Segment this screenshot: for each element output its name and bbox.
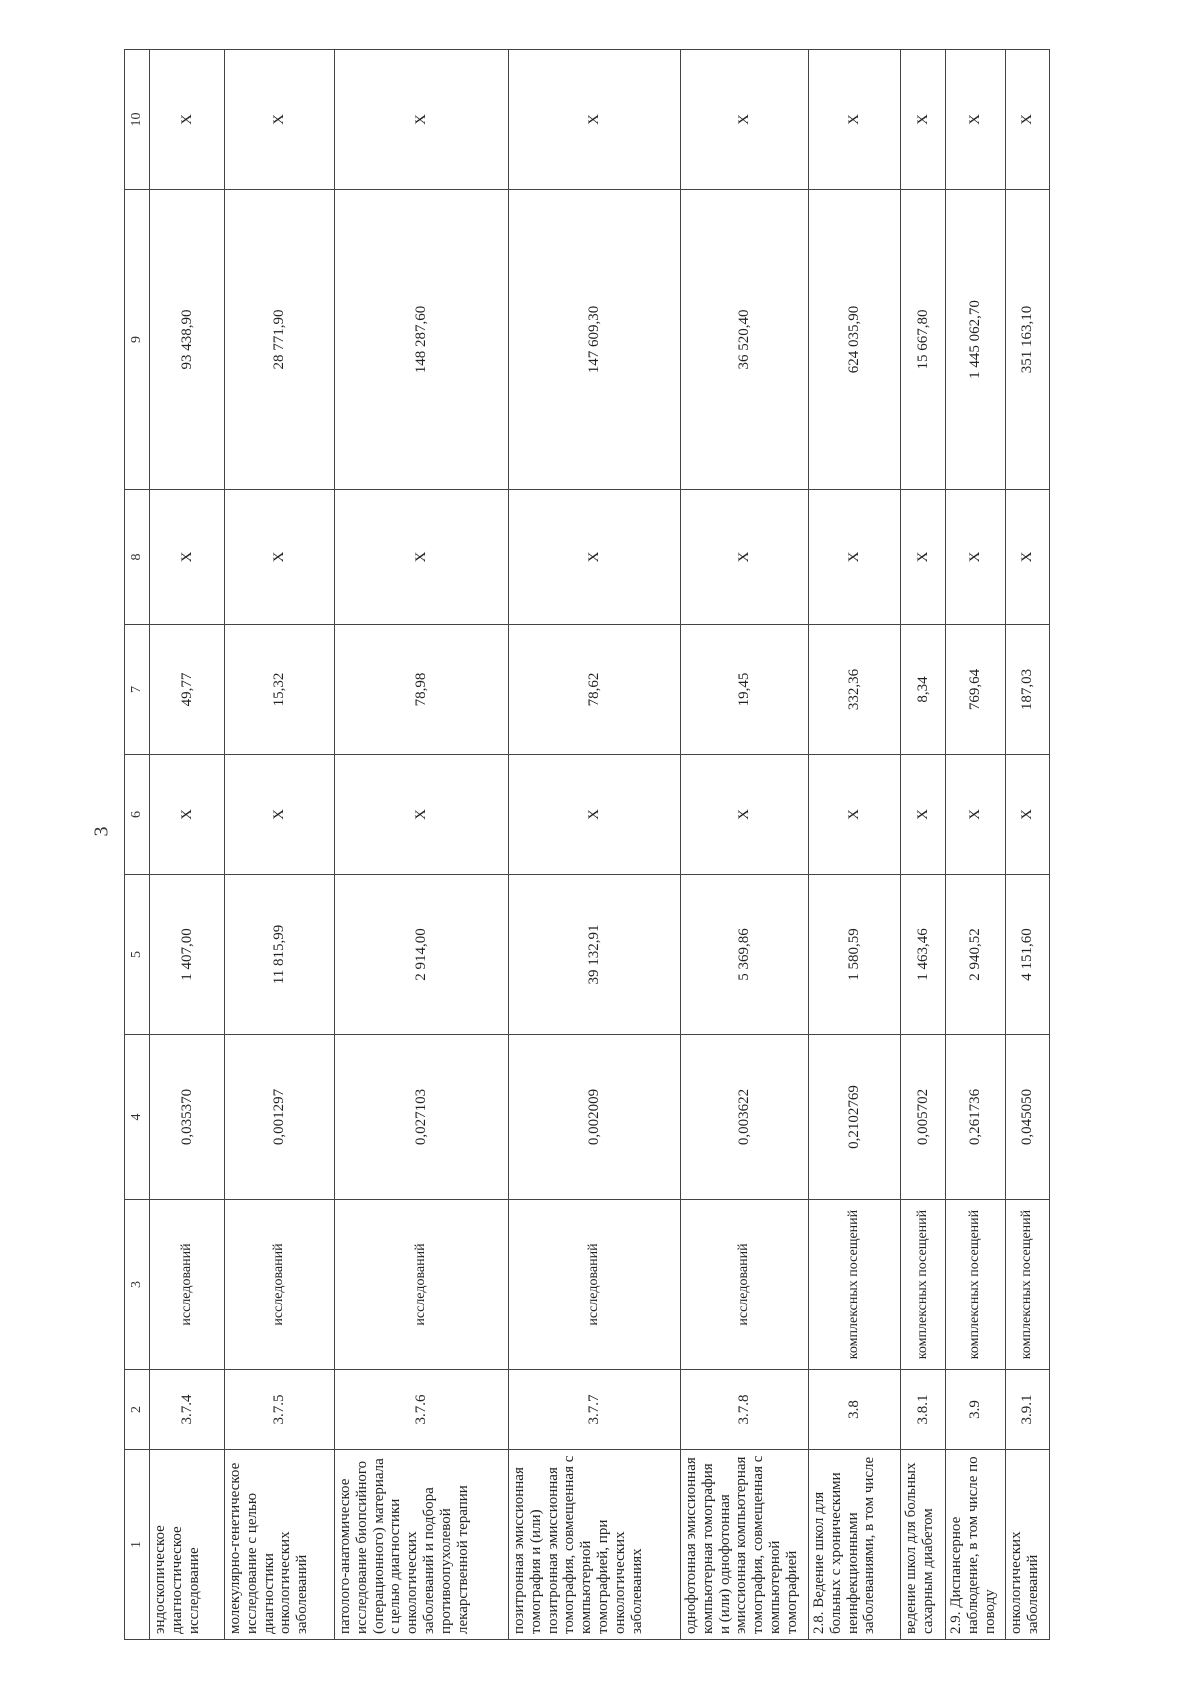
row-per-capita: 19,45	[681, 625, 809, 755]
row-name: позитронная эмиссионная томография и (или) позитронная эмиссионная томография, совмещенная с компьютерной томографией, при онкологических заболеваниях	[509, 1450, 681, 1640]
row-per-capita: 15,32	[225, 625, 335, 755]
header-cell: 10	[125, 50, 150, 190]
row-col6: X	[225, 755, 335, 875]
row-col6: X	[901, 755, 946, 875]
row-col10: X	[901, 50, 946, 190]
row-total: 1 445 062,70	[946, 190, 1006, 490]
row-col10: X	[681, 50, 809, 190]
table-row	[1006, 50, 1050, 1640]
row-cost: 1 580,59	[809, 875, 901, 1035]
row-unit: комплексных посещений	[1006, 1200, 1050, 1370]
row-total: 148 287,60	[335, 190, 509, 490]
row-name: патолого-анатомическое исследование биопсийного (операционного) материала с целью диагностики онкологических заболеваний и подбора противоопухолевой лекарственной терапии	[335, 1450, 509, 1640]
row-per-capita: 769,64	[946, 625, 1006, 755]
row-col8: X	[509, 490, 681, 625]
row-col6: X	[809, 755, 901, 875]
row-col8: X	[1006, 490, 1050, 625]
row-norm: 0,002009	[509, 1035, 681, 1200]
row-name: 2.8. Ведение школ для больных с хроническими неинфекционными заболеваниями, в том числе	[809, 1450, 901, 1640]
row-col8: X	[946, 490, 1006, 625]
row-col8: X	[150, 490, 225, 625]
row-col10: X	[946, 50, 1006, 190]
tariff-table	[124, 49, 1050, 1640]
table-container	[124, 50, 1200, 1634]
row-per-capita: 187,03	[1006, 625, 1050, 755]
row-name: однофотонная эмиссионная компьютерная томография и (или) однофотонная эмиссионная компьютерная томография, совмещенная с компьютерной томографией	[681, 1450, 809, 1640]
row-code: 3.7.6	[335, 1370, 509, 1450]
row-unit: комплексных посещений	[901, 1200, 946, 1370]
table-row	[150, 50, 225, 1640]
row-norm: 0,2102769	[809, 1035, 901, 1200]
row-col10: X	[335, 50, 509, 190]
header-row	[125, 50, 150, 1640]
row-col6: X	[946, 755, 1006, 875]
row-name: 2.9. Диспансерное наблюдение, в том числе по поводу	[946, 1450, 1006, 1640]
row-norm: 0,003622	[681, 1035, 809, 1200]
header-cell: 5	[125, 875, 150, 1035]
row-code: 3.8.1	[901, 1370, 946, 1450]
page-number: 3	[90, 826, 113, 837]
row-col10: X	[509, 50, 681, 190]
table-row	[809, 50, 901, 1640]
row-unit: комплексных посещений	[809, 1200, 901, 1370]
row-code: 3.9	[946, 1370, 1006, 1450]
row-name: молекулярно-генетическое исследование с целью диагностики онкологических заболеваний	[225, 1450, 335, 1640]
table-row	[681, 50, 809, 1640]
row-total: 351 163,10	[1006, 190, 1050, 490]
header-cell: 6	[125, 755, 150, 875]
row-col6: X	[335, 755, 509, 875]
row-col10: X	[809, 50, 901, 190]
row-name: ведение школ для больных сахарным диабетом	[901, 1450, 946, 1640]
row-unit: комплексных посещений	[946, 1200, 1006, 1370]
row-code: 3.7.8	[681, 1370, 809, 1450]
row-total: 624 035,90	[809, 190, 901, 490]
row-total: 147 609,30	[509, 190, 681, 490]
row-col6: X	[150, 755, 225, 875]
row-cost: 1 407,00	[150, 875, 225, 1035]
row-norm: 0,001297	[225, 1035, 335, 1200]
row-code: 3.8	[809, 1370, 901, 1450]
header-cell: 9	[125, 190, 150, 490]
row-cost: 2 914,00	[335, 875, 509, 1035]
row-col8: X	[681, 490, 809, 625]
row-col8: X	[901, 490, 946, 625]
header-cell: 8	[125, 490, 150, 625]
row-code: 3.7.5	[225, 1370, 335, 1450]
row-cost: 5 369,86	[681, 875, 809, 1035]
row-cost: 11 815,99	[225, 875, 335, 1035]
row-per-capita: 8,34	[901, 625, 946, 755]
header-cell: 4	[125, 1035, 150, 1200]
row-col8: X	[225, 490, 335, 625]
row-cost: 2 940,52	[946, 875, 1006, 1035]
row-unit: исследований	[335, 1200, 509, 1370]
row-unit: исследований	[225, 1200, 335, 1370]
row-code: 3.7.7	[509, 1370, 681, 1450]
row-per-capita: 78,62	[509, 625, 681, 755]
row-norm: 0,035370	[150, 1035, 225, 1200]
row-norm: 0,045050	[1006, 1035, 1050, 1200]
row-total: 93 438,90	[150, 190, 225, 490]
row-code: 3.7.4	[150, 1370, 225, 1450]
row-cost: 4 151,60	[1006, 875, 1050, 1035]
row-col8: X	[335, 490, 509, 625]
table-row	[946, 50, 1006, 1640]
row-unit: исследований	[681, 1200, 809, 1370]
row-total: 36 520,40	[681, 190, 809, 490]
row-per-capita: 78,98	[335, 625, 509, 755]
row-name: эндоскопическое диагностическое исследование	[150, 1450, 225, 1640]
table-row	[509, 50, 681, 1640]
header-cell: 2	[125, 1370, 150, 1450]
row-per-capita: 332,36	[809, 625, 901, 755]
header-cell: 3	[125, 1200, 150, 1370]
header-cell: 1	[125, 1450, 150, 1640]
row-norm: 0,261736	[946, 1035, 1006, 1200]
row-total: 15 667,80	[901, 190, 946, 490]
row-norm: 0,027103	[335, 1035, 509, 1200]
table-row	[901, 50, 946, 1640]
row-per-capita: 49,77	[150, 625, 225, 755]
table-row	[335, 50, 509, 1640]
row-cost: 39 132,91	[509, 875, 681, 1035]
row-code: 3.9.1	[1006, 1370, 1050, 1450]
row-col10: X	[225, 50, 335, 190]
row-total: 28 771,90	[225, 190, 335, 490]
row-col10: X	[1006, 50, 1050, 190]
row-col8: X	[809, 490, 901, 625]
row-col6: X	[509, 755, 681, 875]
row-col6: X	[1006, 755, 1050, 875]
header-cell: 7	[125, 625, 150, 755]
row-unit: исследований	[150, 1200, 225, 1370]
table-row	[225, 50, 335, 1640]
row-col10: X	[150, 50, 225, 190]
row-name: онкологических заболеваний	[1006, 1450, 1050, 1640]
row-norm: 0,005702	[901, 1035, 946, 1200]
row-unit: исследований	[509, 1200, 681, 1370]
row-col6: X	[681, 755, 809, 875]
row-cost: 1 463,46	[901, 875, 946, 1035]
